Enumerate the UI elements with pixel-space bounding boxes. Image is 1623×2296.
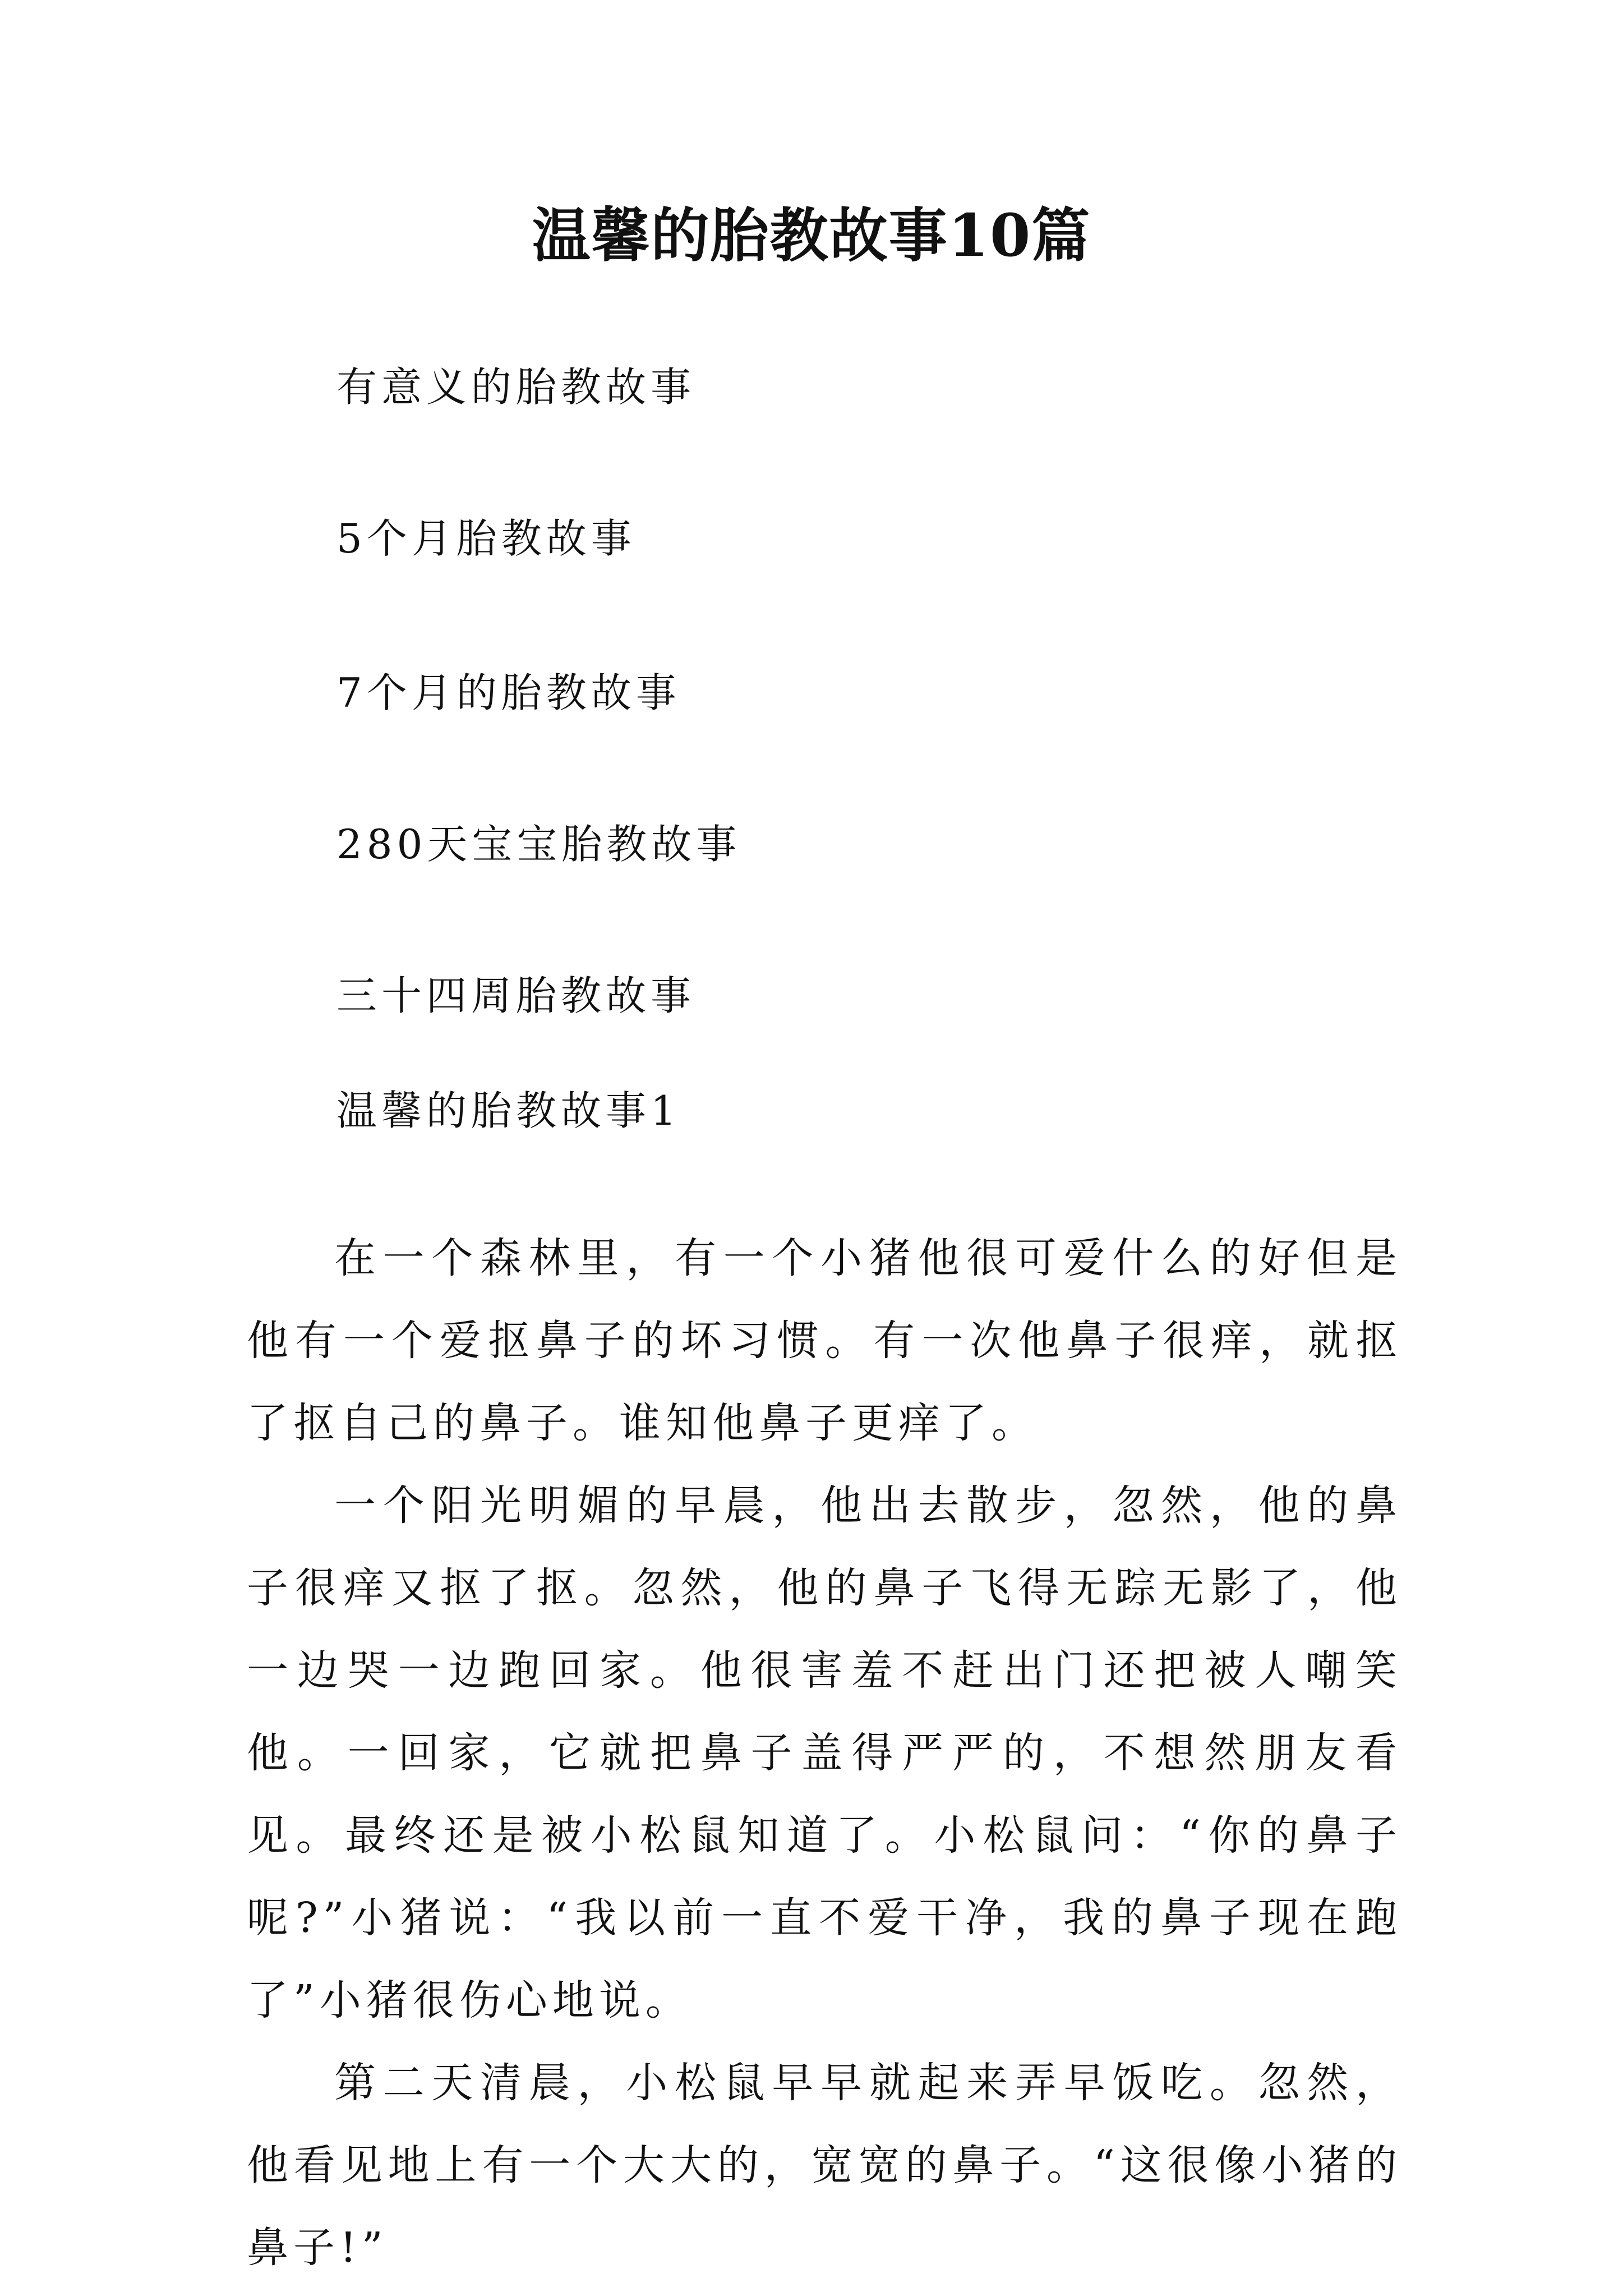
toc-item: 有意义的胎教故事 — [336, 364, 696, 411]
story-body — [247, 1217, 1402, 2289]
story-paragraph: 一个阳光明媚的早晨，他出去散步，忽然，他的鼻子很痒又抠了抠。忽然，他的鼻子飞得无踪无影了，他一边哭一边跑回家。他很害羞不赶出门还把被人嘲笑他。一回家，它就把鼻子盖得严严的，不想然朋友看见。最终还是被小松鼠知道了。小松鼠问：“你的鼻子呢?”小猪说：“我以前一直不爱干净，我的鼻子现在跑了”小猪很伤心地说。 — [247, 1481, 1402, 2024]
toc-item: 5个月胎教故事 — [336, 515, 636, 562]
story-paragraph: 第二天清晨，小松鼠早早就起来弄早饭吃。忽然，他看见地上有一个大大的，宽宽的鼻子。“这很像小猪的鼻子!” — [247, 2059, 1402, 2272]
toc-item: 三十四周胎教故事 — [336, 972, 696, 1019]
toc-item: 7个月的胎教故事 — [336, 669, 681, 716]
toc-item: 280天宝宝胎教故事 — [336, 821, 741, 868]
document-title: 温馨的胎教故事10篇 — [532, 201, 1091, 270]
story-paragraph: 在一个森林里，有一个小猪他很可爱什么的好但是他有一个爱抠鼻子的坏习惯。有一次他鼻子很痒，就抠了抠自己的鼻子。谁知他鼻子更痒了。 — [247, 1234, 1402, 1447]
section-heading: 温馨的胎教故事1 — [336, 1087, 681, 1134]
